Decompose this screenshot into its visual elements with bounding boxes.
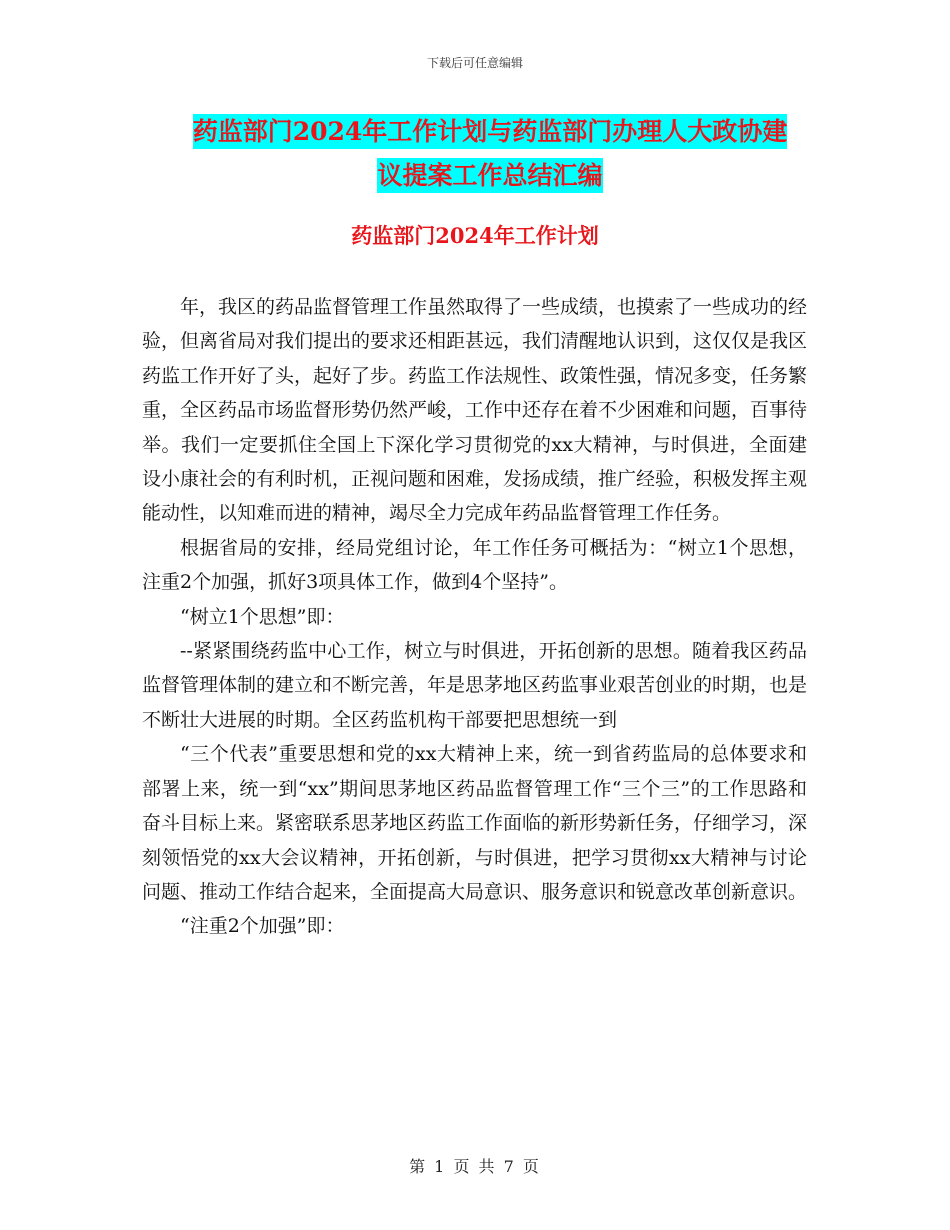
- paragraph: --紧紧围绕药监中心工作，树立与时俱进，开拓创新的思想。随着我区药品监督管理体制的建立和不断完善，年是思茅地区药监事业艰苦创业的时期，也是不断壮大进展的时期。全区药监机构干部要把思想统一到: [142, 640, 808, 731]
- paragraph: “注重2个加强”即：: [180, 915, 345, 938]
- paragraph: “三个代表”重要思想和党的xx大精神上来，统一到省药监局的总体要求和部署上来，统一到“xx”期间思茅地区药品监督管理工作“三个三”的工作思路和奋斗目标上来。紧密联系思茅地区药监工作面临的新形势新任务，仔细学习，深刻领悟党的xx大会议精神，开拓创新，与时俱进，把学习贯彻xx大精神与讨论问题、推动工作结合起来，全面提高大局意识、服务意识和锐意改革创新意识。: [142, 743, 808, 903]
- paragraph: 年，我区的药品监督管理工作虽然取得了一些成绩，也摸索了一些成功的经验，但离省局对我们提出的要求还相距甚远，我们清醒地认识到，这仅仅是我区药监工作开好了头，起好了步。药监工作法规性、政策性强，情况多变，任务繁重，全区药品市场监督形势仍然严峻，工作中还存在着不少困难和问题，百事待举。我们一定要抓住全国上下深化学习贯彻党的xx大精神，与时俱进，全面建设小康社会的有利时机，正视问题和困难，发扬成绩，推广经验，积极发挥主观能动性，以知难而进的精神，竭尽全力完成年药品监督管理工作任务。: [142, 296, 808, 525]
- document-body: [142, 290, 807, 944]
- section-title: 药监部门2024年工作计划: [351, 223, 599, 248]
- document-title-line-1: 药监部门2024年工作计划与药监部门办理人大政协建: [193, 114, 788, 149]
- paragraph: “树立1个思想”即：: [180, 605, 345, 628]
- page-header-note: 下载后可任意编辑: [426, 56, 523, 70]
- document-title: [140, 110, 840, 198]
- document-title-line-2: 议提案工作总结汇编: [377, 158, 602, 193]
- paragraph: 根据省局的安排，经局党组讨论，年工作任务可概括为：“树立1个思想，注重2个加强，抓好3项具体工作，做到4个坚持”。: [142, 536, 807, 594]
- page-number: 第 1 页 共 7 页: [409, 1157, 541, 1176]
